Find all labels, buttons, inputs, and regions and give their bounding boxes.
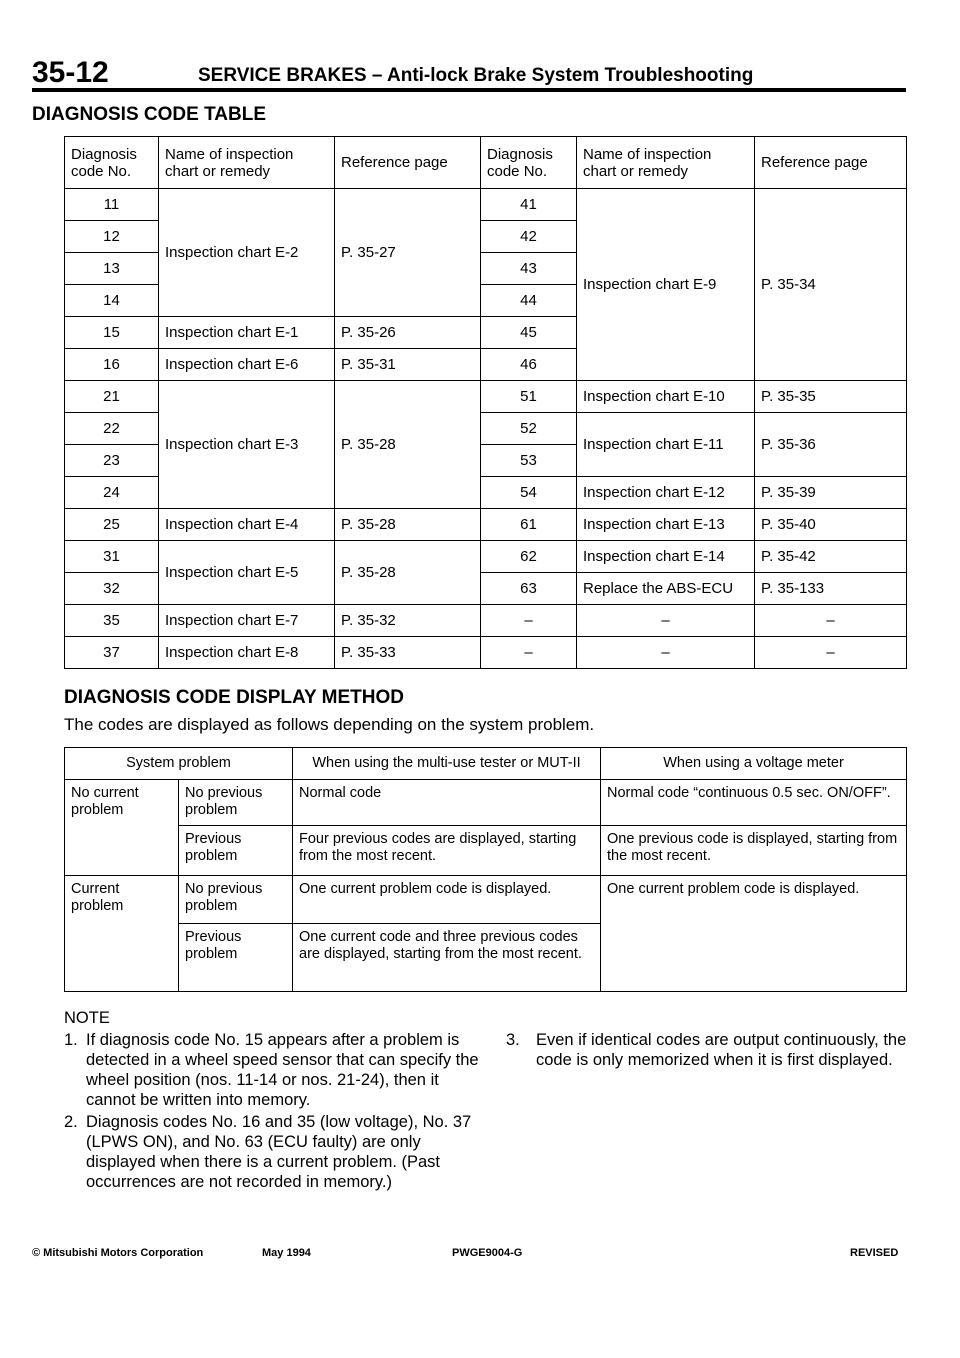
code-cell: 53 [481,445,577,477]
code-cell: 35 [65,605,159,637]
ref-cell: P. 35-26 [335,317,481,349]
footer-date: May 1994 [262,1247,311,1259]
note-number: 2. [64,1113,78,1131]
note-number: 3. [506,1031,520,1049]
ref-cell: P. 35-133 [755,573,907,605]
code-cell: 61 [481,509,577,541]
code-cell: 52 [481,413,577,445]
ref-cell: P. 35-32 [335,605,481,637]
page-header [32,58,906,92]
voltage-cell: One current problem code is displayed. [601,876,907,992]
ref-cell: P. 35-39 [755,477,907,509]
table-header-row [65,137,907,189]
chart-cell: Inspection chart E-9 [577,189,755,381]
header-tester: When using the multi-use tester or MUT-II [293,748,601,780]
chart-cell: Inspection chart E-4 [159,509,335,541]
sub-label-no-previous: No previous problem [179,780,293,826]
tester-cell: One current code and three previous codes are displayed, starting from the most recent. [293,924,601,992]
chart-cell: Inspection chart E-12 [577,477,755,509]
table-row [65,780,907,826]
display-method-table [64,747,907,992]
note-item [506,1030,910,1070]
voltage-cell: One previous code is displayed, starting from the most recent. [601,826,907,876]
chart-cell: Inspection chart E-7 [159,605,335,637]
table-header-row [65,748,907,780]
tester-cell: One current problem code is displayed. [293,876,601,924]
code-cell: 25 [65,509,159,541]
note-title: NOTE [64,1009,110,1027]
sub-label-no-previous: No previous problem [179,876,293,924]
ref-cell: P. 35-34 [755,189,907,381]
table-row [65,876,907,924]
code-cell: 63 [481,573,577,605]
chart-cell: Inspection chart E-3 [159,381,335,509]
code-cell: 45 [481,317,577,349]
code-cell: – [481,637,577,669]
code-cell: 21 [65,381,159,413]
code-cell: 16 [65,349,159,381]
note-list-right [506,1030,910,1072]
chart-cell: Inspection chart E-11 [577,413,755,477]
note-text: Even if identical codes are output continuously, the code is only memorized when it is first displayed. [536,1031,907,1069]
row-label-current: Current problem [65,876,179,992]
note-item [64,1030,484,1110]
header-code: Diagnosis code No. [65,137,159,189]
ref-cell: P. 35-35 [755,381,907,413]
table-row [65,381,907,413]
header-ref: Reference page [335,137,481,189]
ref-cell: P. 35-28 [335,509,481,541]
header-system-problem: System problem [65,748,293,780]
code-cell: 44 [481,285,577,317]
footer-doc-code: PWGE9004-G [452,1247,523,1259]
header-ref: Reference page [755,137,907,189]
note-list-left [64,1030,484,1194]
footer-status: REVISED [850,1247,899,1259]
sub-label-previous: Previous problem [179,826,293,876]
code-cell: 43 [481,253,577,285]
ref-cell: P. 35-27 [335,189,481,317]
chart-cell: – [577,605,755,637]
diagnosis-code-table [64,136,907,669]
code-cell: – [481,605,577,637]
ref-cell: P. 35-40 [755,509,907,541]
ref-cell: P. 35-42 [755,541,907,573]
code-cell: 12 [65,221,159,253]
code-cell: 22 [65,413,159,445]
code-cell: 13 [65,253,159,285]
ref-cell: P. 35-31 [335,349,481,381]
chart-cell: Inspection chart E-2 [159,189,335,317]
display-method-title: DIAGNOSIS CODE DISPLAY METHOD [64,687,404,708]
code-cell: 51 [481,381,577,413]
chart-cell: Replace the ABS-ECU [577,573,755,605]
ref-cell: P. 35-33 [335,637,481,669]
tester-cell: Four previous codes are displayed, starting from the most recent. [293,826,601,876]
code-cell: 37 [65,637,159,669]
header-chart: Name of inspection chart or remedy [577,137,755,189]
note-text: Diagnosis codes No. 16 and 35 (low voltage), No. 37 (LPWS ON), and No. 63 (ECU faulty) are only displayed when there is a current problem. (Past occurrences are not recorded in memory.) [86,1113,472,1191]
table-row [65,541,907,573]
chart-cell: Inspection chart E-6 [159,349,335,381]
chart-cell: Inspection chart E-14 [577,541,755,573]
chart-cell: Inspection chart E-13 [577,509,755,541]
table-row [65,605,907,637]
code-cell: 14 [65,285,159,317]
table-row [65,509,907,541]
table-row [65,189,907,221]
code-cell: 54 [481,477,577,509]
code-cell: 42 [481,221,577,253]
header-title: SERVICE BRAKES – Anti-lock Brake System Troubleshooting [198,65,754,86]
chart-cell: Inspection chart E-1 [159,317,335,349]
ref-cell: – [755,605,907,637]
note-text: If diagnosis code No. 15 appears after a problem is detected in a wheel speed sensor that can specify the wheel position (nos. 11-14 or nos. 21-24), then it cannot be written into memory. [86,1031,479,1109]
code-cell: 46 [481,349,577,381]
code-table-title: DIAGNOSIS CODE TABLE [32,104,266,125]
tester-cell: Normal code [293,780,601,826]
ref-cell: P. 35-36 [755,413,907,477]
ref-cell: P. 35-28 [335,381,481,509]
code-cell: 23 [65,445,159,477]
page-number: 35-12 [32,56,109,89]
footer-copyright: © Mitsubishi Motors Corporation [32,1247,204,1259]
note-item [64,1112,484,1192]
header-voltage: When using a voltage meter [601,748,907,780]
code-cell: 62 [481,541,577,573]
sub-label-previous: Previous problem [179,924,293,992]
chart-cell: – [577,637,755,669]
code-cell: 24 [65,477,159,509]
code-cell: 11 [65,189,159,221]
voltage-cell: Normal code “continuous 0.5 sec. ON/OFF”. [601,780,907,826]
ref-cell: P. 35-28 [335,541,481,605]
header-chart: Name of inspection chart or remedy [159,137,335,189]
chart-cell: Inspection chart E-10 [577,381,755,413]
note-number: 1. [64,1031,78,1049]
chart-cell: Inspection chart E-8 [159,637,335,669]
code-cell: 41 [481,189,577,221]
code-cell: 31 [65,541,159,573]
table-row [65,826,907,876]
header-code: Diagnosis code No. [481,137,577,189]
code-cell: 32 [65,573,159,605]
display-method-intro: The codes are displayed as follows depending on the system problem. [64,715,595,734]
chart-cell: Inspection chart E-5 [159,541,335,605]
row-label-no-current: No current problem [65,780,179,876]
code-cell: 15 [65,317,159,349]
table-row [65,637,907,669]
ref-cell: – [755,637,907,669]
